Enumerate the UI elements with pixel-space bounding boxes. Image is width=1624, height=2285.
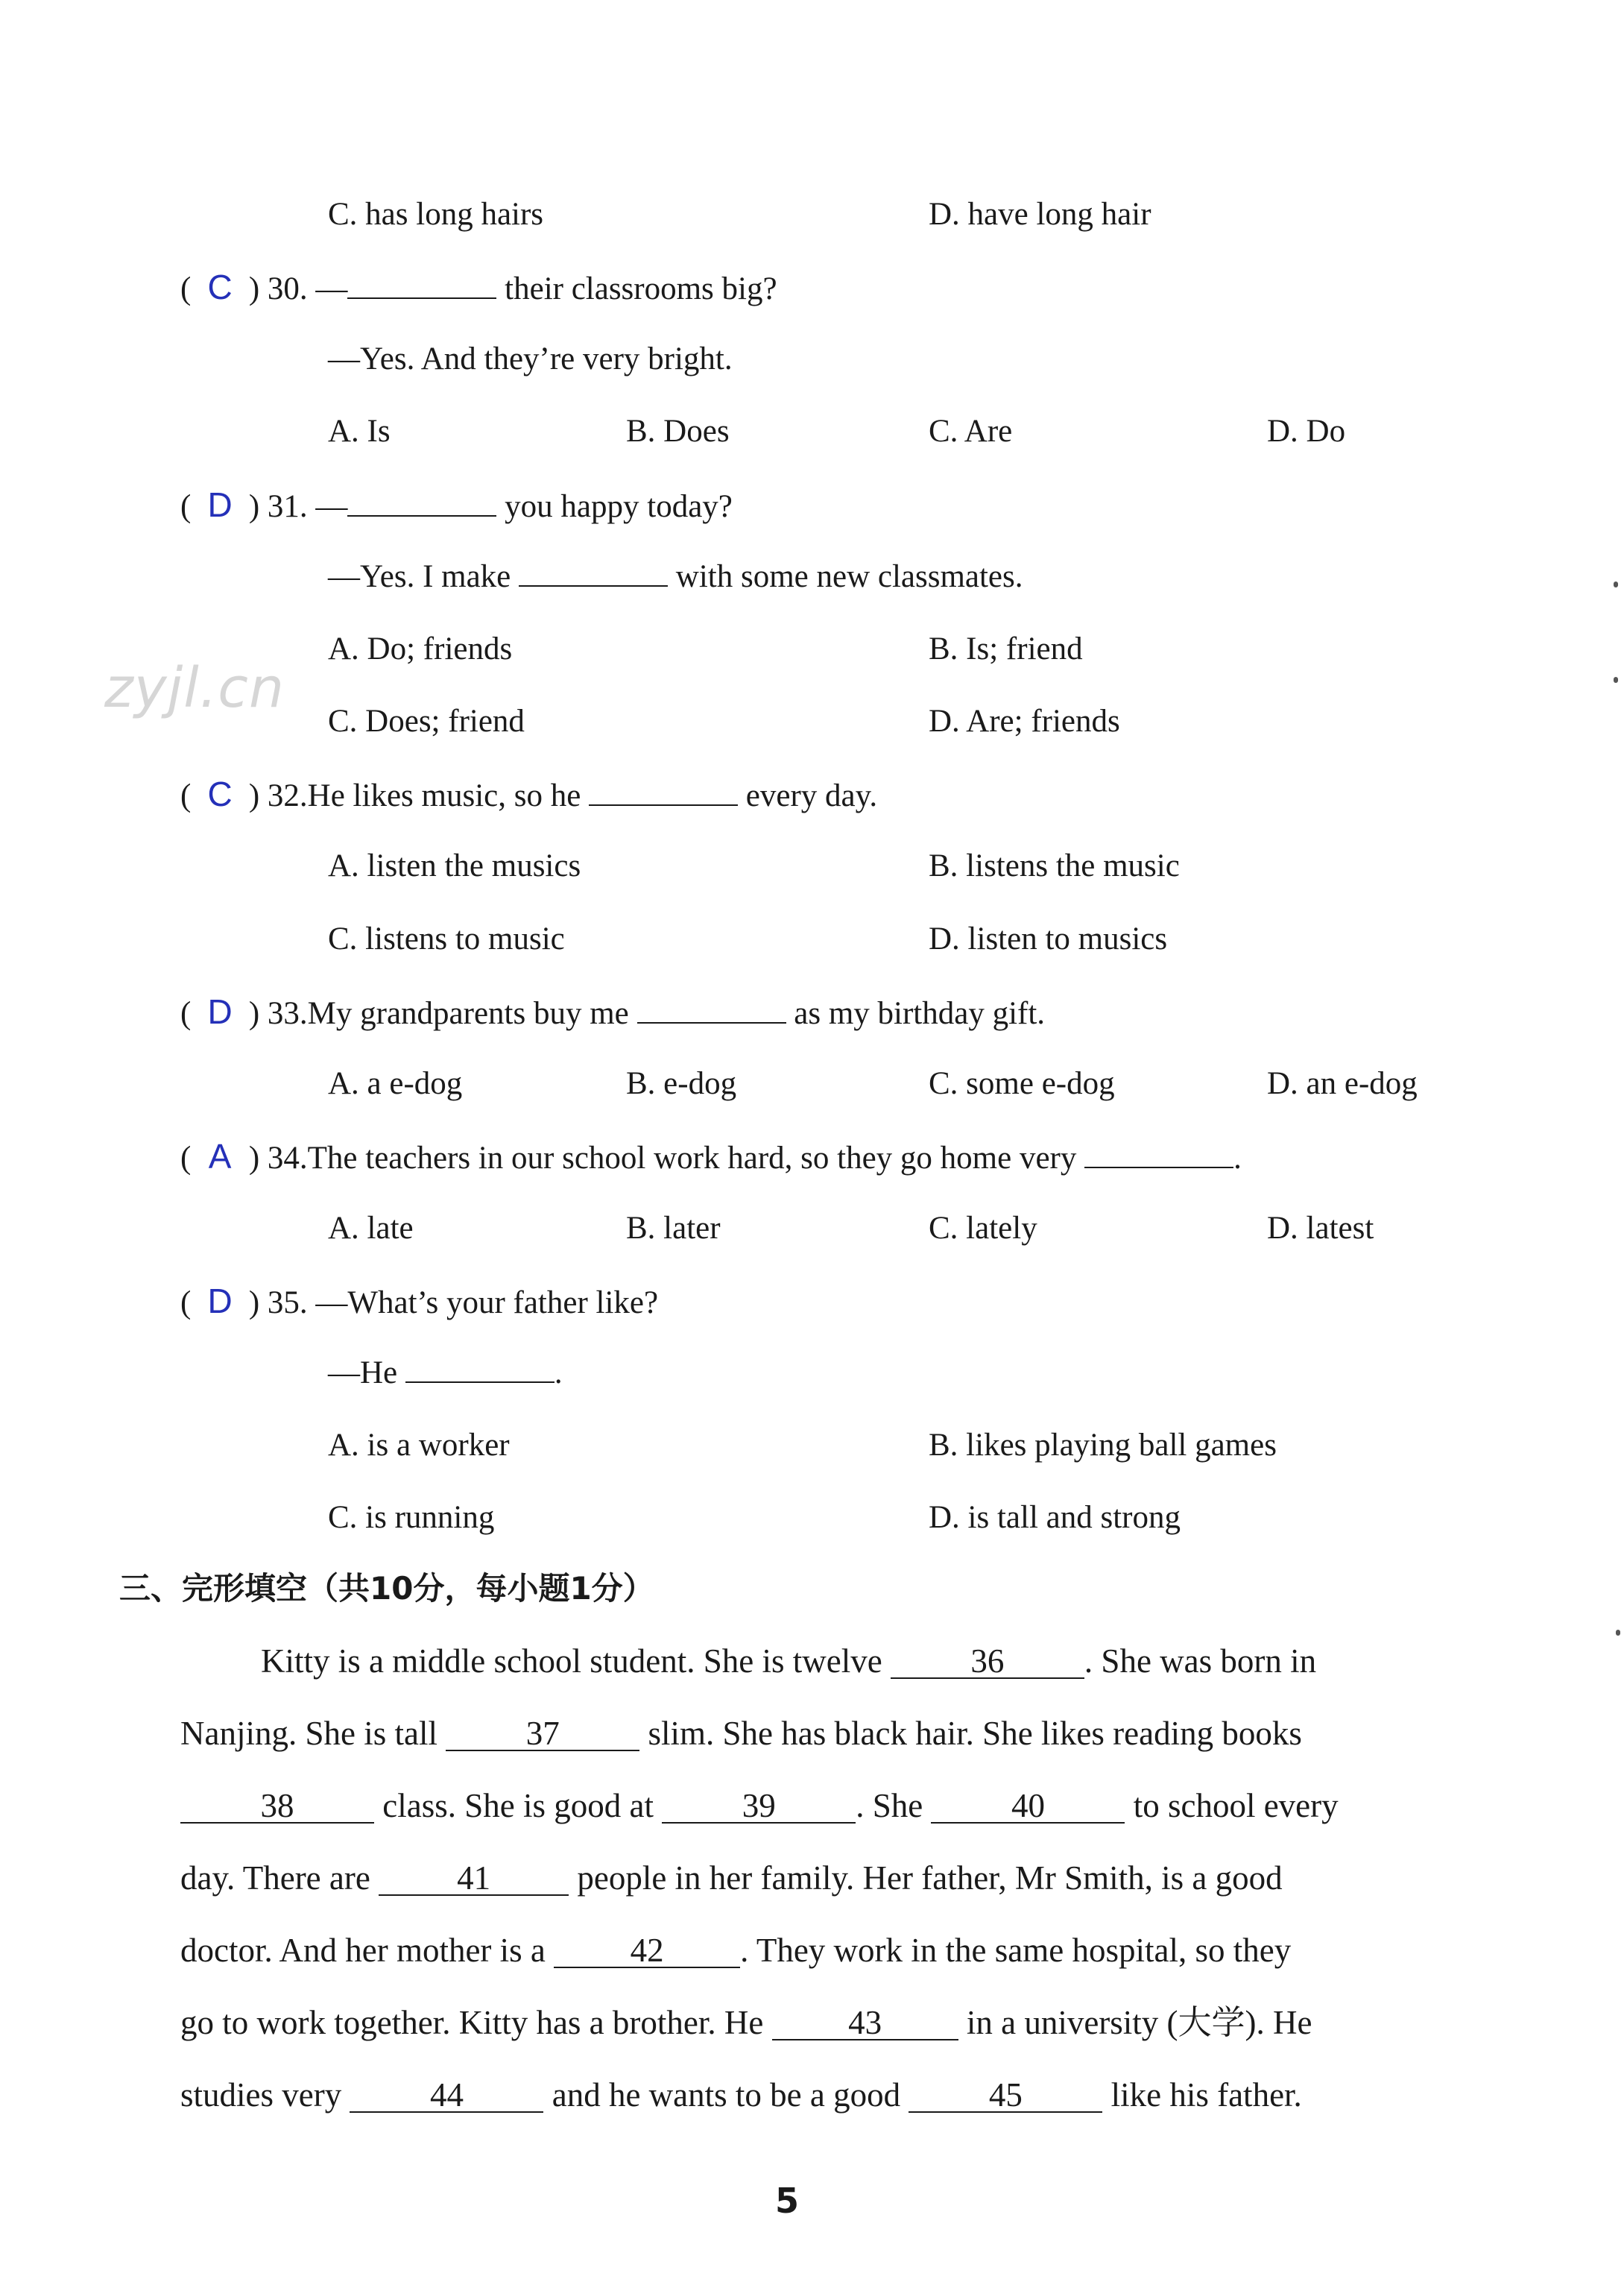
q34-option-c: C. lately (929, 1211, 1037, 1246)
scan-speck (1614, 582, 1618, 587)
passage-text: Kitty is a middle school student. She is twelve (261, 1642, 882, 1680)
q30-option-a: A. Is (328, 414, 391, 449)
passage-text: . She (856, 1787, 923, 1824)
q33-option-b: B. e-dog (626, 1066, 737, 1101)
question-number: 35. (267, 1285, 308, 1320)
reply-text: . (554, 1355, 563, 1390)
stem-text: . (1233, 1141, 1242, 1176)
blank-36: 36 (891, 1645, 1084, 1679)
passage-line (180, 1987, 1447, 2059)
passage-text: slim. She has black hair. She likes reading books (648, 1715, 1302, 1752)
blank (1084, 1141, 1233, 1168)
blank (405, 1356, 555, 1383)
blank-37: 37 (446, 1717, 639, 1751)
passage-text: go to work together. Kitty has a brother. He (180, 2004, 764, 2041)
blank (347, 272, 496, 299)
answer-32: C (207, 775, 233, 813)
question-number: 30. (267, 271, 308, 306)
question-number: 33. (267, 996, 308, 1031)
passage-text: people in her family. Her father, Mr Smith, is a good (577, 1859, 1283, 1897)
q32-option-b: B. listens the music (929, 848, 1180, 883)
blank-45: 45 (909, 2078, 1102, 2113)
blank (637, 997, 786, 1024)
q31-option-c: C. Does; friend (328, 704, 525, 739)
q29-option-c: C. has long hairs (328, 197, 544, 232)
question-number: 34. (267, 1141, 308, 1176)
q34-option-a: A. late (328, 1211, 414, 1246)
question-30: ( C ) 30. — their classrooms big? (180, 268, 777, 306)
blank-39: 39 (662, 1789, 856, 1824)
dash: — (315, 271, 348, 306)
passage-text: like his father. (1110, 2076, 1302, 2114)
question-33: ( D ) 33.My grandparents buy me as my birthday gift. (180, 992, 1046, 1031)
scan-speck (1616, 1630, 1620, 1636)
q34-option-d: D. latest (1267, 1211, 1374, 1246)
stem-text: every day. (745, 778, 878, 813)
passage-line (180, 1770, 1447, 1842)
scan-speck (1614, 677, 1618, 683)
passage-line (180, 2059, 1447, 2131)
q32-option-a: A. listen the musics (328, 848, 581, 883)
q33-option-d: D. an e-dog (1267, 1066, 1418, 1101)
stem-text: He likes music, so he (307, 778, 581, 813)
blank-44: 44 (350, 2078, 543, 2113)
answer-35: D (207, 1282, 233, 1320)
page-number: 5 (775, 2181, 800, 2221)
passage-text: . She was born in (1084, 1642, 1317, 1680)
q30-reply: —Yes. And they’re very bright. (328, 341, 733, 376)
q35-reply (328, 1355, 563, 1392)
passage-text: . They work in the same hospital, so they (740, 1932, 1292, 1969)
watermark: zyjl.cn (104, 656, 285, 720)
q31-option-b: B. Is; friend (929, 631, 1083, 666)
question-31: ( D ) 31. — you happy today? (180, 485, 733, 524)
section-heading: 三、完形填空（共10分，每小题1分） (119, 1570, 654, 1607)
q32-option-c: C. listens to music (328, 921, 565, 956)
passage-text: Nanjing. She is tall (180, 1715, 437, 1752)
q35-option-d: D. is tall and strong (929, 1500, 1181, 1535)
blank-42: 42 (554, 1934, 740, 1968)
blank (519, 560, 668, 587)
dash: — (315, 489, 348, 524)
passage-line (180, 1698, 1447, 1770)
stem-text: you happy today? (505, 489, 733, 524)
q31-reply (328, 558, 1023, 596)
stem-text: —What’s your father like? (315, 1285, 659, 1320)
answer-30: C (207, 268, 233, 306)
q30-option-d: D. Do (1267, 414, 1346, 449)
q33-option-c: C. some e-dog (929, 1066, 1115, 1101)
reply-text: —Yes. I make (328, 559, 511, 594)
blank-38: 38 (180, 1789, 374, 1824)
passage-text: in a university (大学). He (966, 2004, 1312, 2041)
question-number: 32. (267, 778, 308, 813)
blank-40: 40 (931, 1789, 1125, 1824)
stem-text: My grandparents buy me (307, 996, 629, 1031)
stem-text: The teachers in our school work hard, so they go home very (307, 1141, 1077, 1176)
passage-line (180, 1625, 1447, 1698)
answer-34: A (208, 1137, 232, 1176)
q35-option-a: A. is a worker (328, 1428, 510, 1463)
q31-option-d: D. Are; friends (929, 704, 1120, 739)
reply-text: —He (328, 1355, 398, 1390)
cloze-passage (180, 1625, 1447, 2131)
blank-41: 41 (379, 1862, 569, 1896)
q35-option-c: C. is running (328, 1500, 495, 1535)
q30-option-b: B. Does (626, 414, 730, 449)
stem-text: their classrooms big? (505, 271, 777, 306)
passage-line (180, 1914, 1447, 1987)
passage-text: doctor. And her mother is a (180, 1932, 546, 1969)
reply-text: with some new classmates. (675, 559, 1023, 594)
q30-option-c: C. Are (929, 414, 1013, 449)
question-number: 31. (267, 489, 308, 524)
passage-text: to school every (1133, 1787, 1339, 1824)
passage-text: day. There are (180, 1859, 370, 1897)
question-35: ( D ) 35. —What’s your father like? (180, 1282, 659, 1320)
passage-text: studies very (180, 2076, 342, 2114)
q33-option-a: A. a e-dog (328, 1066, 463, 1101)
q31-option-a: A. Do; friends (328, 631, 513, 666)
answer-33: D (207, 992, 233, 1031)
stem-text: as my birthday gift. (794, 996, 1046, 1031)
blank (589, 779, 738, 806)
passage-text: and he wants to be a good (552, 2076, 901, 2114)
q29-option-d: D. have long hair (929, 197, 1151, 232)
question-32: ( C ) 32.He likes music, so he every day. (180, 775, 878, 813)
q32-option-d: D. listen to musics (929, 921, 1168, 956)
blank (347, 490, 496, 517)
passage-text: class. She is good at (382, 1787, 654, 1824)
question-34: ( A ) 34.The teachers in our school work hard, so they go home very . (180, 1137, 1242, 1176)
passage-line (180, 1842, 1447, 1914)
q35-option-b: B. likes playing ball games (929, 1428, 1277, 1463)
answer-31: D (207, 485, 233, 524)
blank-43: 43 (772, 2006, 958, 2040)
q34-option-b: B. later (626, 1211, 721, 1246)
